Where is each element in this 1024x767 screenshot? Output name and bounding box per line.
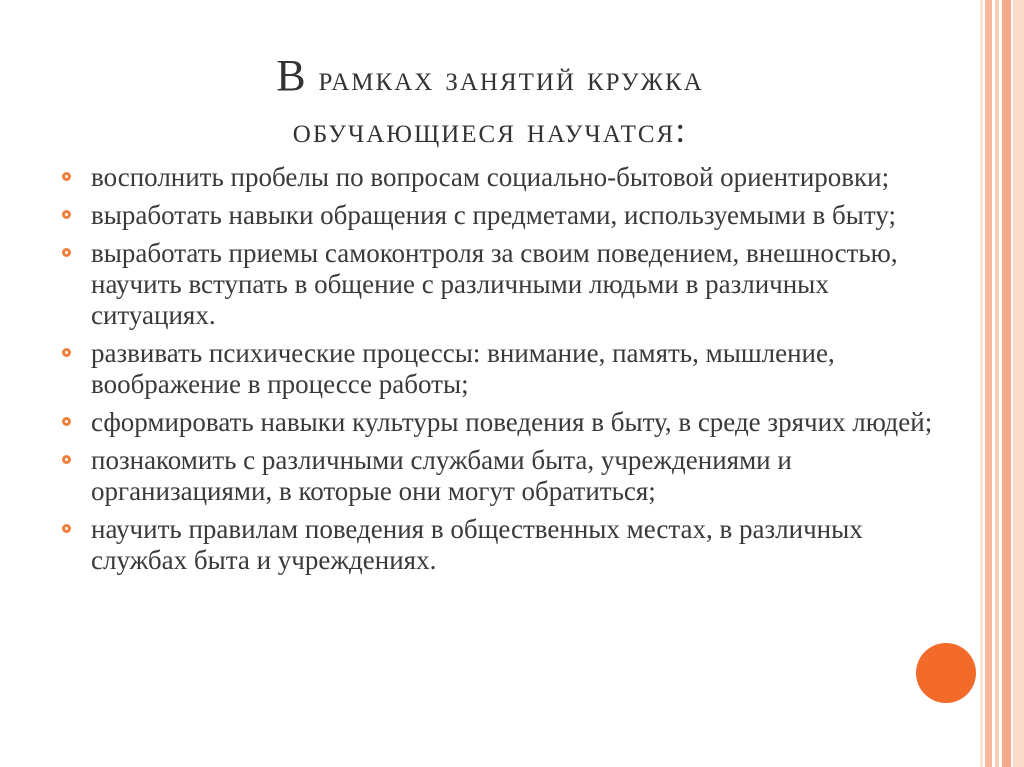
list-item <box>62 514 942 576</box>
list-item-text: восполнить пробелы по вопросам социально-бытовой ориентировки; <box>91 162 890 192</box>
list-item <box>62 338 942 400</box>
orange-circle-decoration <box>916 643 976 703</box>
stripe <box>1002 0 1011 767</box>
list-item <box>62 238 942 331</box>
slide-title <box>140 50 840 156</box>
list-item <box>62 445 942 507</box>
title-line1: рамках занятий кружка <box>307 58 704 98</box>
list-item-text: познакомить с различными службами быта, учреждениями и организациями, в которые они могут обратиться; <box>91 445 792 506</box>
list-item-text: выработать приемы самоконтроля за своим поведением, внешностью, научить вступать в общение с различными людьми в различных ситуациях. <box>91 238 898 330</box>
bullet-list <box>62 162 942 583</box>
decorative-side-stripes <box>980 0 1024 767</box>
ring-bullet-icon <box>62 210 71 219</box>
ring-bullet-icon <box>62 348 71 357</box>
ring-bullet-icon <box>62 172 71 181</box>
list-item-text: развивать психические процессы: внимание, память, мышление, воображение в процессе работы; <box>91 338 835 399</box>
title-line2: обучающиеся научатся: <box>292 110 688 150</box>
ring-bullet-icon <box>62 417 71 426</box>
stripe <box>1013 0 1024 767</box>
list-item-text: научить правилам поведения в общественных местах, в различных службах быта и учреждениях. <box>91 514 863 575</box>
list-item-text: выработать навыки обращения с предметами, используемыми в быту; <box>91 200 897 230</box>
list-item <box>62 162 942 193</box>
list-item-text: сформировать навыки культуры поведения в быту, в среде зрячих людей; <box>91 407 933 437</box>
title-first-letter: В <box>276 51 308 100</box>
ring-bullet-icon <box>62 248 71 257</box>
list-item <box>62 200 942 231</box>
ring-bullet-icon <box>62 524 71 533</box>
stripe <box>985 0 992 767</box>
list-item <box>62 407 942 438</box>
ring-bullet-icon <box>62 455 71 464</box>
